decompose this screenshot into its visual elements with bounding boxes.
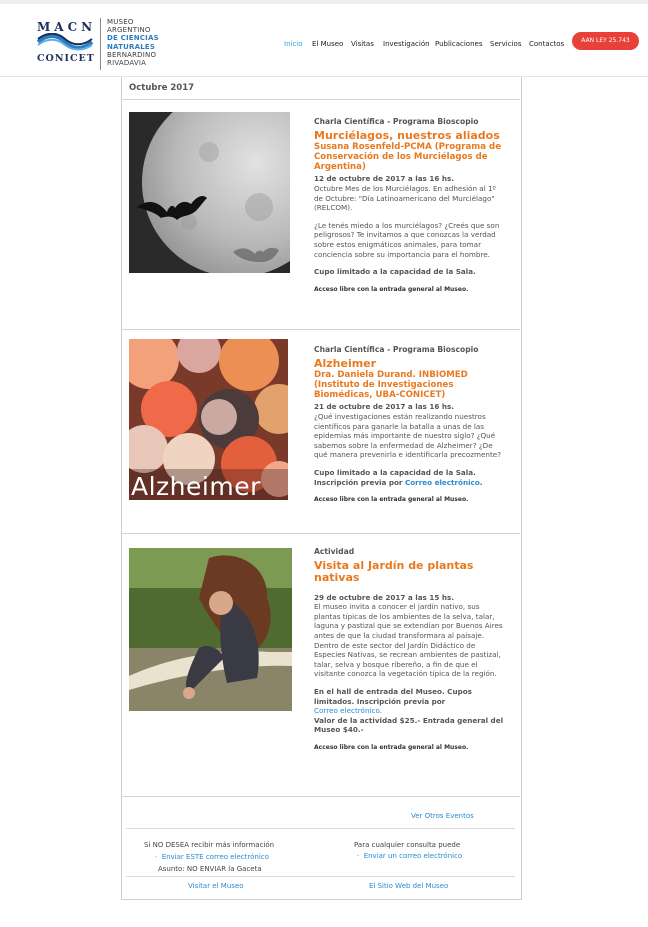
nav-inicio[interactable]: Inicio [284,40,303,48]
unsubscribe-subject: Asunto: NO ENVIAR la Gaceta [158,865,262,873]
museum-website-link[interactable]: El Sitio Web del Museo [369,882,449,890]
event-3: Actividad Visita al Jardín de plantas nativas 29 de octubre de 2017 a las 15 hs. El museo invita a conocer el jardín nativo, sus plantas típicas de los ambientes de la selva, talar, laguna y pastizal que se extendían por Buenos Aires antes de que la ciudad transformara al paisaje. Dentro de este sector del Jardín Didáctico de Especies Nativas, se recrean ambientes de pastizal, talar, selva y bosque ribereño, a fin de que el visitante conozca la vegetación típica de la región. En el hall de entrada del Museo. Cupos limitados. Inscripción previa por Correo electrónico. Valor de la actividad $25.- Entrada general del Museo $40.- Acceso libre con la entrada general al Museo. [314,547,504,751]
event-2: Charla Científica - Programa Bioscopio Alzheimer Dra. Daniela Durand. INBIOMED (Instituto de Investigaciones Biomédicas, UBA-CONICET) 21 de octubre de 2017 a las 16 hs. ¿Qué investigaciones están realizando nuestros científicos para ganarle la batalla a unas de las epidemias más importante de nuestro siglo? ¿Qué sabemos sobre la enfermedad de Alzheimer? ¿De qué manera prevenirla e identificarla precozmente? Cupo limitado a la capacidad de la Sala. Inscripción previa por Correo electrónico. Acceso libre con la entrada general al Museo. [314,345,502,504]
footer-separator [126,828,515,829]
logo-macn-text: MACN [37,20,97,34]
footer-separator [126,876,515,877]
visit-museum-link[interactable]: Visitar el Museo [188,882,244,890]
logo-museum-name: MUSEO ARGENTINO DE CIENCIAS NATURALES BERNARDINO RIVADAVIA [107,18,159,68]
event-1: Charla Científica - Programa Bioscopio Murciélagos, nuestros aliados Susana Rosenfeld-PCMA (Programa de Conservación de los Murciélagos de Argentina) 12 de octubre de 2017 a las 16 hs. Octubre Mes de los Murciélagos. En adhesión al 1º de Octubre: "Día Latinoamericano del Murciélago" (RELCOM). ¿Le tenés miedo a los murciélagos? ¿Creés que son peligrosos? Te invitamos a que conozcas la verdad sobre estos enigmáticos animales, para tomar conciencia sobre su importancia para el hombre. Cupo limitado a la capacidad de la Sala. Acceso libre con la entrada general al Museo. [314,117,502,293]
alzheimer-image [129,339,288,500]
nav-publicaciones[interactable]: Publicaciones [435,40,483,48]
bat-moon-image [129,112,290,273]
nav-visitas[interactable]: Visitas [351,40,374,48]
ley-button[interactable]: AAN LEY 25.743 [572,32,639,50]
alzheimer-image-caption: Alzheimer [131,472,261,500]
contact-email-link[interactable]: · Enviar un correo electrónico [357,852,463,860]
event-3-email-link[interactable]: Correo electrónico [314,706,380,716]
event-separator [121,329,520,330]
more-events-link[interactable]: Ver Otros Eventos [411,812,474,820]
contact-text: Para cualquier consulta puede [354,841,461,849]
logo-wave-icon [37,33,93,51]
unsubscribe-link[interactable]: · Enviar ESTE correo electrónico [155,853,269,861]
month-title: Octubre 2017 [129,83,195,93]
logo-divider [100,18,101,70]
nav-el-museo[interactable]: El Museo [312,40,344,48]
garden-image [129,548,292,711]
unsubscribe-text: Si NO DESEA recibir más información [144,841,275,849]
nav-investigacion[interactable]: Investigación [383,40,430,48]
macn-conicet-logo[interactable] [37,18,161,72]
bat-icon [129,112,290,273]
nav-contactos[interactable]: Contactos [529,40,565,48]
month-header [121,77,520,100]
event-2-email-link[interactable]: Correo electrónico [404,477,480,487]
logo-conicet-text: CONICET [37,53,95,64]
site-header [0,4,648,77]
event-separator [121,796,520,797]
nav-servicios[interactable]: Servicios [490,40,522,48]
garden-photo-icon [129,548,292,711]
event-separator [121,533,520,534]
